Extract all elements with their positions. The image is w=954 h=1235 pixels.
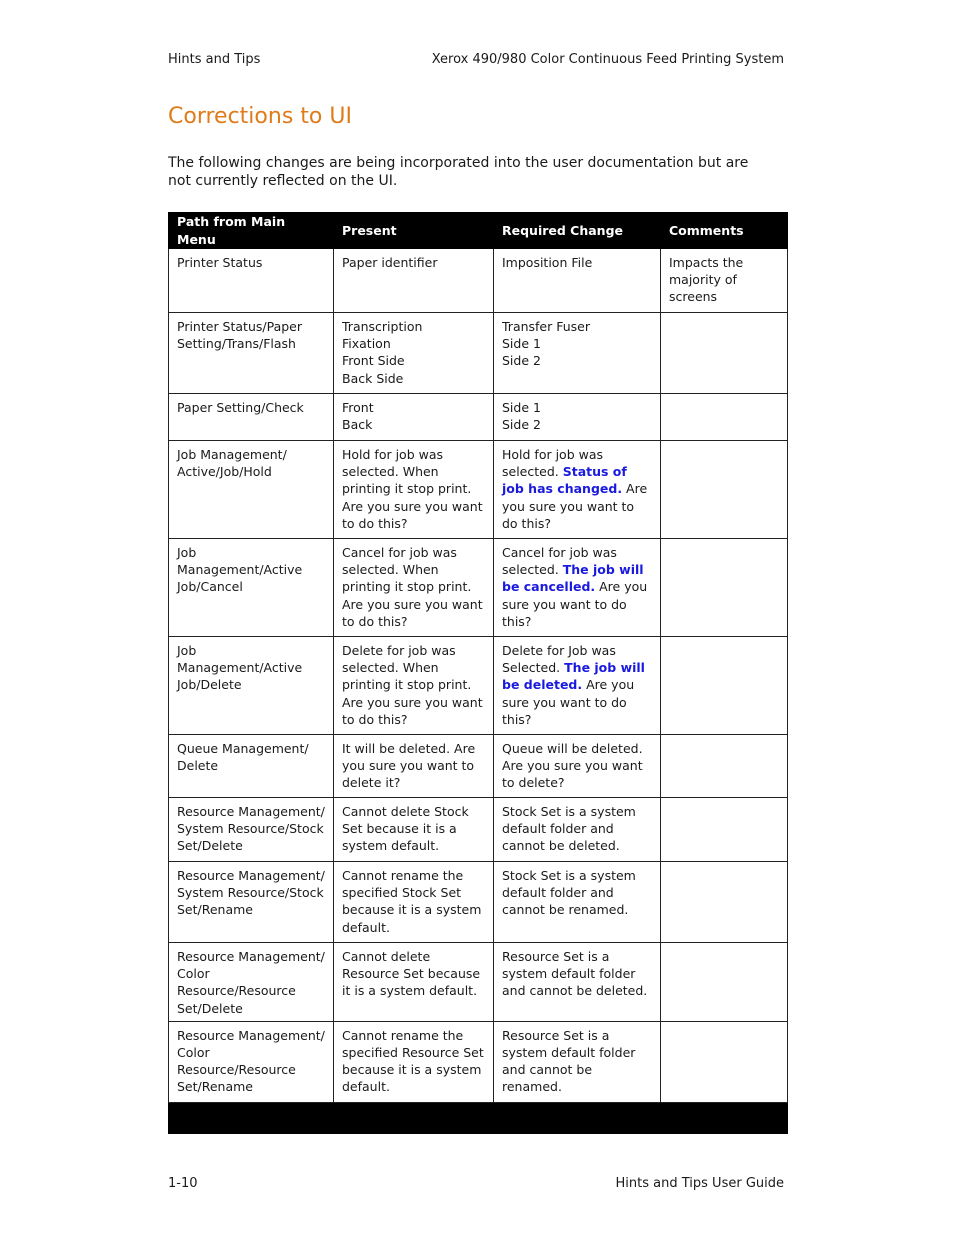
cell-line: Side 2 (502, 417, 541, 433)
table-row (169, 943, 788, 1022)
cell-required-change (494, 862, 661, 943)
cell-present: Cannot delete Resource Set because it is a system default. (334, 943, 494, 1022)
highlighted-change-text: The job will be deleted. (502, 660, 645, 693)
cell-comments (661, 798, 788, 862)
cell-line: Front Side (342, 353, 405, 369)
table-row (169, 862, 788, 943)
cell-comments (661, 862, 788, 943)
cell-line: Back Side (342, 370, 404, 386)
cell-path: Job Management/Active Job/Cancel (169, 539, 334, 637)
cell-comments (661, 539, 788, 637)
cell-required-change (494, 394, 661, 441)
column-header-path: Path from Main Menu (169, 213, 334, 249)
cell-path: Resource Management/ System Resource/Stock Set/Delete (169, 798, 334, 862)
cell-present: Cannot delete Stock Set because it is a system default. (334, 798, 494, 862)
intro-paragraph: The following changes are being incorporated into the user documentation but are not currently reflected on the UI. (168, 155, 749, 189)
cell-comments (661, 637, 788, 735)
cell-present: Delete for job was selected. When printing it stop print. Are you sure you want to do this? (334, 637, 494, 735)
cell-path: Queue Management/ Delete (169, 735, 334, 798)
cell-path: Resource Management/ System Resource/Stock Set/Rename (169, 862, 334, 943)
cell-comments (661, 735, 788, 798)
cell-present: Cannot rename the specified Stock Set because it is a system default. (334, 862, 494, 943)
cell-line: Transfer Fuser (502, 319, 591, 334)
table-row (169, 1021, 788, 1102)
change-text: Are you sure you want to do this? (502, 677, 635, 727)
table-row (169, 539, 788, 637)
page-number: 1-10 (168, 1176, 198, 1191)
running-footer-title: Hints and Tips User Guide (615, 1176, 784, 1191)
column-header-present: Present (334, 213, 494, 249)
corrections-table (168, 212, 788, 1134)
cell-path: Paper Setting/Check (169, 394, 334, 441)
table-footer-cell (169, 1102, 788, 1133)
cell-present (334, 313, 494, 394)
table-row (169, 637, 788, 735)
cell-present: Hold for job was selected. When printing it stop print. Are you sure you want to do this? (334, 441, 494, 539)
change-text: Resource Set is a system default folder and cannot be deleted. (502, 949, 648, 999)
cell-path: Resource Management/ Color Resource/Resource Set/Rename (169, 1021, 334, 1102)
cell-present (334, 394, 494, 441)
cell-required-change (494, 249, 661, 313)
cell-comments (661, 1021, 788, 1102)
running-header-product: Xerox 490/980 Color Continuous Feed Printing System (431, 52, 784, 67)
cell-path: Job Management/Active Job/Delete (169, 637, 334, 735)
change-text: Hold for job was selected. (502, 447, 604, 480)
cell-comments (661, 313, 788, 394)
cell-line: Transcription (342, 319, 423, 334)
cell-required-change (494, 441, 661, 539)
cell-present: Cannot rename the specified Resource Set because it is a system default. (334, 1021, 494, 1102)
cell-required-change (494, 637, 661, 735)
highlighted-change-text: The job will be cancelled. (502, 562, 644, 595)
cell-line: Side 1 (502, 336, 541, 352)
change-text: Imposition File (502, 255, 593, 270)
table-row (169, 441, 788, 539)
change-text: Delete for Job was Selected. (502, 643, 616, 676)
change-text: Resource Set is a system default folder and cannot be renamed. (502, 1027, 636, 1095)
running-header-section: Hints and Tips (168, 52, 261, 67)
change-text: Cancel for job was selected. (502, 545, 617, 578)
change-text: Are you sure you want to do this? (502, 481, 648, 531)
cell-path: Printer Status (169, 249, 334, 313)
column-header-comments: Comments (661, 213, 788, 249)
cell-comments (661, 441, 788, 539)
cell-comments (661, 394, 788, 441)
cell-required-change (494, 1021, 661, 1102)
cell-line: Side 2 (502, 353, 541, 369)
cell-present: Cancel for job was selected. When printing it stop print. Are you sure you want to do this? (334, 539, 494, 637)
table-row (169, 249, 788, 313)
table-header-row (169, 213, 788, 249)
page-title: Corrections to UI (168, 104, 352, 129)
cell-required-change (494, 798, 661, 862)
change-text: Queue will be deleted. Are you sure you want to delete? (502, 741, 643, 791)
change-text: Are you sure you want to do this? (502, 579, 648, 629)
table-row (169, 735, 788, 798)
table-row (169, 798, 788, 862)
cell-line: Front (342, 400, 374, 415)
cell-present: It will be deleted. Are you sure you want to delete it? (334, 735, 494, 798)
highlighted-change-text: Status of job has changed. (502, 464, 627, 497)
table-row (169, 313, 788, 394)
cell-required-change (494, 943, 661, 1022)
cell-comments (661, 943, 788, 1022)
change-text: Stock Set is a system default folder and cannot be renamed. (502, 868, 636, 918)
cell-required-change (494, 539, 661, 637)
table-footer-bar (169, 1102, 788, 1133)
cell-required-change (494, 313, 661, 394)
cell-present: Paper identifier (334, 249, 494, 313)
cell-path: Resource Management/ Color Resource/Resource Set/Delete (169, 943, 334, 1022)
table-body (169, 249, 788, 1103)
table-row (169, 394, 788, 441)
change-text: Stock Set is a system default folder and cannot be deleted. (502, 804, 636, 854)
cell-line: Back (342, 417, 373, 433)
column-header-required-change: Required Change (494, 213, 661, 249)
cell-path: Job Management/ Active/Job/Hold (169, 441, 334, 539)
cell-required-change (494, 735, 661, 798)
cell-comments: Impacts the majority of screens (661, 249, 788, 313)
cell-line: Fixation (342, 336, 391, 352)
cell-line: Side 1 (502, 400, 541, 415)
cell-path: Printer Status/Paper Setting/Trans/Flash (169, 313, 334, 394)
